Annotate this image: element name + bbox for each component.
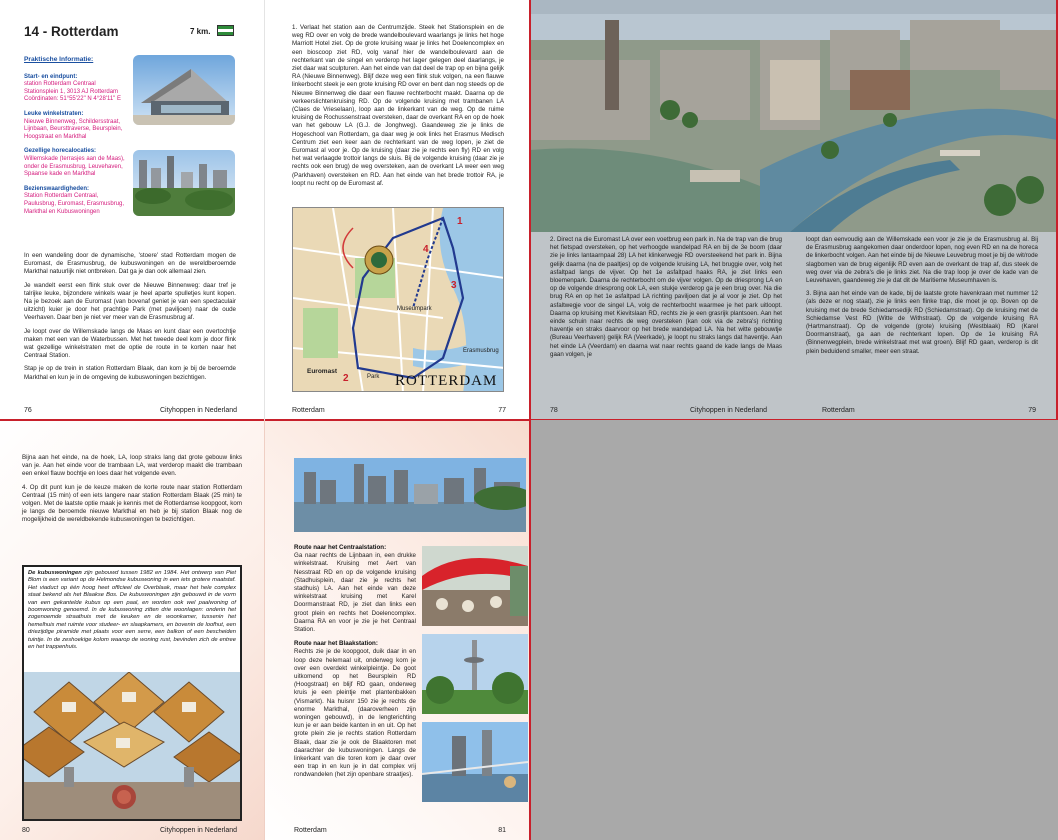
book-title: Cityhoppen in Nederland [160,407,238,414]
skyline-photo [133,150,235,216]
euromast-photo [422,634,528,714]
start-line: Stationsplein 1, 3013 AJ Rotterdam [24,88,119,95]
station-photo [133,55,235,125]
intro-paragraph: In een wandeling door de dynamische, 'stoere' stad Rotterdam mogen de Euromast, de Erasmusbrug, de kubuswoningen en de wereldberoemde Markthal natuurlijk niet ontbreken. Dat ga je dan ook allemaal zien. [24,252,236,276]
cube-houses-box [22,565,242,821]
route-cs-heading: Route naar het Centraalstation: [294,544,387,551]
route-options [294,544,416,785]
route-step-4: 4. Op dit punt kun je de keuze maken de korte route naar station Rotterdam Centraal (15 min) of een iets langere naar station Rotterdam Blaak (25 min) te volgen. Met de laatste optie maak je kennis met de Rotterdamse koopgoot, kom je langs de beroemde nieuwe Markthal en heb je bij station Blaak nog de mogelijkheid de wereldbekende kubuswoningen te bezichtigen. [22,483,242,524]
empty-area [530,420,1058,840]
info-heading: Praktische Informatie: [24,56,94,63]
paragraph: Bijna aan het einde, na de hoek, LA, loop straks lang dat grote gebouw links van je. Aan het einde voor de trambaan LA, wat verderop maakt die trambaan een enkel flauw bochtje en loes daar het volgende even. [22,454,242,478]
start-label: Start- en eindpunt: [24,73,78,80]
start-line: station Rotterdam Centraal [24,81,96,88]
box-lead: De kubuswoningen [28,570,82,576]
start-line: Coördinaten: 51°55'22" N 4°28'11" E [24,96,121,103]
practical-info [24,56,134,216]
route-step-3: 3. Bijna aan het einde van de kade, bij de laatste grote havenkraan met nummer 12 (als deze er nog staat), zie je links een flinke trap, die moet je op. Boven op de kruising met de brede Schiedamsedijk RD (Schiedamstraat). Op de kruising met de Schiedamse Vest RD (Witte de Withstraat). Op de volgende kruising RA (Hartmanstraat). Op de volgende (grote) kruising (Westblaak) RD (Karel Doormanstraat), ga aan de rechterkant lopen. Op de 1e kruising RA (Binnenwegplein, brede winkelstraat met wat groen). Blijf RD gaan, verderop is dit plein beduidend smaller, meer een straat. [806,290,1038,355]
running-header: Rotterdam [292,407,325,414]
sights-line: Paulusbrug, Euromast, Erasmusbrug, [24,200,125,207]
route-bl-text: Rechts zie je de koopgoot, duik daar in en loop deze helemaal uit, onderweg kom je over een overdekt winkelpleintje. De goot uitkomend op het Beursplein RD (Hoogstraat) en blijf RD gaan, onderweg kruis je een pleintje met plantenbakken (Vismarkt). Na huisnr 150 zie je rechts de enorme Markthal, (daaroverheen zijn woningen gebouwd), in de lengterichting kun je er aan beide kanten in en uit. Op het grote plein zie je rechts station Rotterdam Blaak, daar zie je ook de Blaaktoren met daarachter de kubuswoningen. Langs de linkerkant van die toren kom je daar over een trap in en kun je in dat complex vrij rondwandelen (het zijn openbare straatjes). [294,648,416,779]
rotterdam-flag-icon [217,25,234,36]
shop-label: Leuke winkelstraten: [24,110,84,117]
route-map [292,207,504,392]
map-number: 3 [451,280,457,291]
map-number: 1 [457,216,463,227]
page-77 [264,0,530,420]
route-step-2: 2. Direct na die Euromast LA over een voetbrug een park in. Na de trap van die brug het fietspad oversteken, op het verhoogde wandelpad RA en bij de 3e boom (daar zie je links lantaarnpaal 28) LA het klinkerwegje RD oversteekend het park in. Bijna gelijk daarna (na de paaltjes) op de volgende kruising LA, het bruggie over, volg het asfaltpad langs de vijver. Op het 1e asfaltpad haaks RA, je ziet links een bloemenpark. Daarna de rechterbocht om de vijver volgen. Op de driesprong LA en op de volgende driesprong ook LA, een stukje verderop ga je een brug over. Na die brug RA en op het 1e asfaltpad LA richting paviljoen dat je al voor je ziet. Op het asfaltwegje voor de singel LA, volg de rechterbocht waarmee je het park uitloopt. Daarna op kruising met Kievitslaan RD, rechts zie je een grasrijk plantsoen. Aan het einde schuin naar rechts de weg oversteken (kan ook via de zebra's) richting haventje en straks daarvoor op het brede wandelpad LA. Na het witte gebouwtje (Bureau Veerhaven) gelijk RA (Veerkade), je loopt nu straks langs dat haventje. Aan het einde LA (Veerdam) en daarna wat naar rechts gaand de kade langs de Maas gaan volgen, je [550,236,782,358]
map-number: 4 [423,244,429,255]
route-step-2-cont: loopt dan eenvoudig aan de Willemskade een voor je zie je de Erasmusbrug al. Bij de Erasmusbrug aangekomen daar onderdoor lopen, nog even RD en na de horeca de linkerbocht volgen. Aan het einde bij de Nieuwe Leuvebrug moet je bij de wit/rode slagbomen van de brug eigenlijk RD even aan de overkant de trap af, dus steek de weg over via de zebra's die je links ziet. Na die trap loop je over de kade van de Leuvehaven, gaandeweg zie je dat dit de Maritieme Museumhaven is. [806,236,1038,285]
horizontal-divider [530,419,1058,420]
horeca-line: onder de Erasmusbrug, Leuvehaven, [24,163,123,170]
spread3-text [22,454,242,530]
map-label: Euromast [307,368,337,375]
page-78-79 [530,0,1058,420]
vertical-divider [529,0,531,420]
route-step-1: 1. Verlaat het station aan de Centrumzijde. Steek het Stationsplein en de weg RD over en volg de brede wandelboulevard waarlangs je links het hoge Marriott Hotel ziet. Op de grote kruising waar je links het Doelencomplex en een bioscoop ziet RD, volg vanaf hier de wandelboulevard aan de rechterkant van de singel en verderop het lager gelegen deel daarlangs, je ziet daar wat sculpturen. Aan het einde van dat deel de trap op en bijna gelijk RA (Nieuwe Binnenweg). Blijf deze weg een flink stuk volgen, na een flauwe linkerbocht steek je een grote kruising RD over en bent dan nog steeds op de Nieuwe Binnenweg die daar een flauwe rechterbocht maakt. Daarna op de verkeerslichtenkruising RD. Op de volgende kruising met trambanen LA (Claes de Vrieselaan), loop aan de linkerkant van de weg. Op de ruime kruising de Rochussenstraat oversteken, daar de overkant RA en op de hoek van het gebouw LA (G.J. de Jonghweg). Gaandeweg zie je links de Hogeschool van Rotterdam, ga daar weg je ook links het Erasmus Medisch Centrum ziet een keer aan de rechterkant van de weg lopen, je ziet de Euromast al voor je. Op de kruising (daar zie je rechts een fly) RD en volg het wat verlaagde trottoir langs de sluis. Bij de volgende kruising (daar zie je rechts ook een brug) de weg oversteken, aan de overkant LA weer een weg (Parkhaven) oversteken en RD. Aan het einde van het brede trottoir RA, je loopt nu recht op de Euromast af. [292,24,504,187]
map-label: Erasmusbrug [463,348,499,354]
shop-line: Lijnbaan, Beursttraverse, Beursplein, [24,126,123,133]
book-title: Cityhoppen in Nederland [690,407,768,414]
horizontal-divider [0,419,530,421]
chapter-title: 14 - Rotterdam [24,24,119,39]
sights-line: Station Rotterdam Centraal, [24,193,99,200]
map-title: ROTTERDAM [395,373,498,389]
map-label: Park [367,374,380,380]
gutter [264,420,265,840]
running-header: Rotterdam [294,827,327,834]
intro-paragraph: Je wandelt eerst een flink stuk over de Nieuwe Binnenweg: daar tref je talrijke leuke, bijzondere winkels waar je heel aparte spulletjes kunt kopen. Na je bezoek aan de Euromast (van bovenaf geniet je van een spectaculair uitzicht) kuier je door het prachtige Park (met paviljoen) naar de oude Veerhaven. Daar ben je niet ver meer van de Erasmusbrug af. [24,281,236,322]
intro-paragraph: Stap je op de trein in station Rotterdam Blaak, dan kom je bij de beroemde Markthal en kun je in de omgeving de kubuswoningen bezichtigen. [24,365,236,381]
box-text [24,567,240,654]
horeca-line: Spaanse kade en Markthal [24,171,96,178]
page-number: 76 [24,407,32,414]
distance-label: 7 km. [190,27,211,36]
horeca-line: Willemskade (terrasjes aan de Maas), [24,155,125,162]
page-number: 80 [22,827,30,834]
skyline-river-photo [294,458,526,532]
route-bl-heading: Route naar het Blaakstation: [294,640,378,648]
shop-line: Nieuwe Binnenweg, Schildersstraat, [24,118,121,125]
gutter [264,0,265,420]
page-80 [0,420,264,840]
intro-paragraph: Je loopt over de Willemskade langs de Maas en kunt daar een overtochtje maken met een van de Waterbussen. Met het tweede deel kom je door flink wat gezellige winkelstraten met de optie de route in te korten naar het Centraal Station. [24,327,236,360]
page-number: 81 [498,827,506,834]
map-label: Museumpark [397,306,432,312]
page-number: 78 [550,407,558,414]
map-number: 2 [343,373,349,384]
vertical-divider [529,420,531,840]
box-body: zijn gebouwd tussen 1982 en 1984. Het ontwerp van Piet Blom is een variant op de Helmondse kubuswoning in een iets grotere maatstaf. Het viaduct op één hoog heet officieel de Overblaak, maar het hele complex staat bekend als het Blaakse Bos. De kubuswoningen zijn gebouwd in de vorm van een gekantelde kubus op een paal, en worden ook wel paalwoning of boomwoning genoemd. In de kubuswoning zitten drie woonlagen: onderin het zogenoemde straathuis met de keuken en de woonkamer, tussenin het hemelhuis met ruimte voor studeer- en slaapkamers, en bovenin de loofhut, een driezijdige piramide met plaats voor een serre, een balkon of een bescheiden tuintje. In de zeshoekige kolom waarop de woning rust, bevinden zich de entree en het trappenhuis. [28,570,237,651]
aerial-photo [530,0,1058,232]
route-column-2 [806,236,1038,361]
intro-text [24,252,236,387]
page-81 [264,420,530,840]
terrace-photo [422,546,528,626]
book-title: Cityhoppen in Nederland [160,827,238,834]
horeca-label: Gezellige horecalocaties: [24,148,97,155]
sights-label: Bezienswaardigheden: [24,185,90,192]
erasmusbrug-photo [422,722,528,802]
page-number: 77 [498,407,506,414]
cube-houses-photo [24,672,240,819]
route-cs-text: Ga naar rechts de Lijnbaan in, een drukke winkelstraat. Kruising met Aert van Nesstraat RD en op de volgende kruising (Stadhuisplein, daar zie je rechts het stadhuis) LA. Aan het einde van deze winkelstraat kruising met Karel Doormanstraat RD, je ziet dan links een groot plein en rechts het Doelencomplex. Daarna RA en voor je zie je het Centraal Station. [294,552,416,634]
sights-line: Markthal en Kubuswoningen [24,208,100,215]
shop-line: Hoogstraat en Markthal [24,133,87,140]
page-76 [0,0,264,420]
page-number: 79 [1028,407,1036,414]
running-header: Rotterdam [822,407,855,414]
